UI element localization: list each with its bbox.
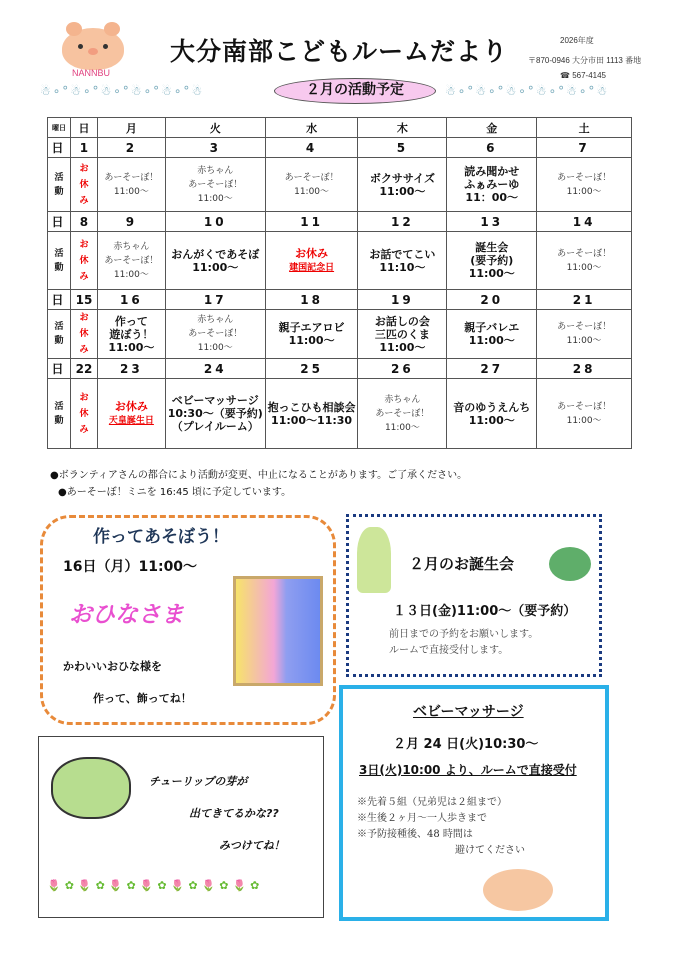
date-cell: 4 — [265, 138, 358, 158]
activity-line: 11:00～ — [197, 343, 233, 353]
activity-line: 親子エアロビ — [278, 321, 345, 334]
date-cell: 10 — [165, 212, 265, 232]
activity-line: 音のゆうえんち — [453, 400, 531, 414]
activity-line: 天皇誕生日 — [108, 415, 154, 426]
activity-cell — [447, 310, 537, 359]
activity-line: 11:00～ — [566, 415, 602, 426]
frog-illustration — [51, 757, 131, 819]
activity-label — [48, 310, 71, 359]
activity-cell — [265, 310, 358, 359]
date-cell: 19 — [358, 290, 447, 310]
activity-line: お休み — [114, 399, 148, 413]
date-cell: 6 — [447, 138, 537, 158]
date-cell: 24 — [165, 359, 265, 379]
activity-line: 11:00～ — [113, 186, 149, 197]
craft-title: 作ってあそぼう！ — [93, 527, 229, 547]
activity-line: ふぁみーゆ — [464, 178, 520, 191]
massage-title: ベビーマッサージ — [413, 704, 524, 720]
activity-line: 赤ちゃん — [197, 315, 234, 325]
year: 2026年度 — [560, 36, 594, 45]
activity-label — [48, 379, 71, 449]
activity-line: お休み — [295, 246, 329, 260]
activity-line: あーそーぼ！ — [557, 248, 612, 259]
date-row — [48, 359, 632, 379]
weekday-header: 水 — [265, 118, 358, 138]
activity-cell — [265, 232, 358, 290]
hinamatsuri-craft-photo — [233, 576, 323, 686]
closed-char: み — [79, 195, 89, 206]
activity-line: 11:00～ — [113, 269, 149, 280]
activity-line: あーそーぼ！ — [557, 401, 612, 412]
closed-char: 休 — [79, 329, 89, 339]
activity-line: あーそーぼ！ — [557, 172, 612, 183]
activity-line: 抱っこひも相談会 — [267, 400, 356, 414]
activity-cell — [537, 310, 632, 359]
note: ●あーそーぼ！ミニを 16:45 頃に予定しています。 — [58, 487, 292, 498]
activity-line: 11:00～ — [197, 193, 233, 204]
activity-line: 親子バレエ — [464, 321, 520, 334]
activity-line: 作って — [114, 314, 148, 328]
date-cell: 20 — [447, 290, 537, 310]
activity-cell — [447, 158, 537, 212]
activity-line: 赤ちゃん — [113, 241, 150, 252]
craft-box — [40, 515, 336, 725]
activity-line: 11:00～ — [468, 267, 515, 280]
activity-cell — [358, 310, 447, 359]
closed-char: お — [79, 313, 89, 323]
snowman-decoration: ☃∘°☃∘°☃∘°☃∘°☃∘°☃ — [40, 84, 205, 98]
activity-line: 11:00～ — [566, 186, 602, 197]
date-label: 日 — [48, 290, 71, 310]
birthday-date: １３日(金)11:00～（要予約） — [393, 604, 577, 619]
pig-logo — [62, 28, 124, 70]
activity-line: (要予約) — [470, 254, 514, 267]
massage-note: 避けてください — [455, 845, 525, 856]
closed-char: 休 — [79, 408, 89, 419]
ogre-illustration — [549, 547, 591, 581]
date-cell: 9 — [97, 212, 165, 232]
activity-line: 11:00～ — [108, 340, 155, 354]
activity-cell — [358, 158, 447, 212]
tulip-line: 出てきてるかな?? — [189, 807, 279, 820]
tulip-line: チューリップの芽が — [149, 775, 248, 788]
activity-label-char: 動 — [54, 415, 64, 426]
massage-note: ※先着５組（兄弟児は２組まで） — [357, 797, 507, 808]
note: ●ボランティアさんの都合により活動が変更、中止になることがあります。ご了承ください。 — [50, 470, 468, 481]
date-cell: 23 — [97, 359, 165, 379]
activity-line: 11:00～ — [566, 262, 602, 273]
activity-line: 11:00～ — [192, 260, 239, 274]
closed-char: 休 — [79, 179, 89, 190]
baby-illustration — [483, 869, 553, 911]
tulip-line: みつけてね！ — [219, 839, 285, 852]
activity-label — [48, 232, 71, 290]
activity-line: 11:00～ — [379, 340, 426, 354]
activity-cell — [165, 232, 265, 290]
activity-line: 11:00～ — [468, 413, 515, 427]
activity-cell — [537, 232, 632, 290]
birthday-title: ２月のお誕生会 — [409, 555, 515, 573]
activity-label-char: 動 — [54, 262, 64, 273]
date-label: 日 — [48, 359, 71, 379]
activity-line: 読み聞かせ — [464, 165, 520, 178]
date-cell: 12 — [358, 212, 447, 232]
closed-char: み — [79, 424, 89, 435]
birthday-line: 前日までの予約をお願いします。 — [389, 629, 539, 640]
activity-line: 赤ちゃん — [384, 394, 421, 405]
date-cell: 7 — [537, 138, 632, 158]
weekday-header: 火 — [165, 118, 265, 138]
activity-cell — [358, 379, 447, 449]
calendar-table — [47, 117, 632, 449]
massage-note: ※予防接種後、48 時間は — [357, 829, 473, 840]
sprout-decoration: 🌷✿🌷✿🌷✿🌷✿🌷✿🌷✿🌷✿ — [47, 879, 264, 892]
activity-line: 遊ぼう！ — [109, 327, 154, 341]
activity-line: 11:00～ — [566, 336, 602, 346]
activity-line: 赤ちゃん — [197, 165, 234, 176]
activity-row — [48, 310, 632, 359]
activity-label-char: 活 — [54, 322, 64, 332]
activity-label-char: 動 — [54, 336, 64, 346]
closed-cell — [70, 310, 97, 359]
activity-line: 11:00～ — [379, 184, 426, 198]
logo-text: NANNBU — [72, 68, 111, 78]
date-cell: 28 — [537, 359, 632, 379]
activity-line: 11：00～ — [465, 191, 519, 204]
tulip-box — [38, 736, 324, 918]
weekday-header: 木 — [358, 118, 447, 138]
massage-notes — [357, 795, 525, 859]
activity-row — [48, 158, 632, 212]
activity-label — [48, 158, 71, 212]
activity-label-char: 活 — [54, 248, 64, 259]
activity-label-char: 活 — [54, 401, 64, 412]
birthday-line: ルームで直接受付します。 — [389, 645, 509, 656]
date-cell: 25 — [265, 359, 358, 379]
activity-cell — [537, 379, 632, 449]
activity-line: お話でてこい — [369, 247, 436, 261]
phone: ☎ 567-4145 — [560, 71, 606, 80]
date-row — [48, 290, 632, 310]
weekday-header: 金 — [447, 118, 537, 138]
activity-row — [48, 232, 632, 290]
activity-line: あーそーぼ！ — [104, 172, 159, 183]
closed-char: み — [79, 271, 89, 282]
date-cell: 17 — [165, 290, 265, 310]
activity-line: （プレイルーム） — [171, 420, 259, 433]
closed-cell — [70, 158, 97, 212]
activity-cell — [97, 232, 165, 290]
activity-cell — [265, 379, 358, 449]
snowman-decoration: ☃∘°☃∘°☃∘°☃∘°☃∘°☃ — [445, 84, 610, 98]
weekday-header-row — [48, 118, 632, 138]
date-cell: 3 — [165, 138, 265, 158]
date-cell: 2 — [97, 138, 165, 158]
activity-line: 三匹のくま — [374, 327, 430, 341]
date-row — [48, 212, 632, 232]
craft-date: 16日（月）11:00～ — [63, 559, 198, 575]
activity-label-char: 活 — [54, 172, 64, 183]
activity-line: おんがくであそぼ — [171, 247, 260, 261]
date-cell: 15 — [70, 290, 97, 310]
massage-date: ２月 24 日(火)10:30～ — [393, 737, 539, 752]
closed-char: お — [79, 392, 89, 403]
activity-line: 誕生会 — [475, 241, 509, 254]
date-label: 日 — [48, 212, 71, 232]
closed-char: お — [79, 163, 89, 174]
activity-cell — [447, 379, 537, 449]
activity-line: ベビーマッサージ — [171, 394, 259, 407]
birthday-box — [346, 514, 602, 677]
weekday-header: 土 — [537, 118, 632, 138]
massage-reception: 3日(火)10:00 より、ルームで直接受付 — [359, 763, 577, 777]
weekday-header: 日 — [70, 118, 97, 138]
child-illustration — [357, 527, 391, 593]
newsletter-title: 大分南部こどもルームだより — [170, 37, 509, 66]
date-cell: 8 — [70, 212, 97, 232]
activity-cell — [97, 158, 165, 212]
activity-cell — [165, 379, 265, 449]
date-cell: 18 — [265, 290, 358, 310]
activity-line: 10:30～（要予約) — [167, 407, 263, 420]
date-cell: 13 — [447, 212, 537, 232]
activity-line: あーそーぼ！ — [188, 329, 243, 339]
date-cell: 16 — [97, 290, 165, 310]
closed-char: み — [79, 345, 89, 355]
craft-line: 作って、飾ってね！ — [93, 692, 192, 705]
date-row — [48, 138, 632, 158]
activity-line: 11:00～11:30 — [271, 413, 353, 427]
activity-cell — [165, 310, 265, 359]
address: 〒870-0946 大分市田 1113 番地 — [528, 56, 642, 65]
closed-cell — [70, 232, 97, 290]
closed-cell — [70, 379, 97, 449]
date-cell: 27 — [447, 359, 537, 379]
activity-line: あーそーぼ！ — [375, 408, 430, 419]
activity-cell — [447, 232, 537, 290]
date-cell: 11 — [265, 212, 358, 232]
baby-massage-box — [339, 685, 609, 921]
activity-line: 11:10～ — [379, 260, 426, 274]
activity-cell — [97, 310, 165, 359]
activity-line: あーそーぼ！ — [104, 255, 159, 266]
activity-line: 11:00～ — [384, 422, 420, 433]
date-cell: 1 — [70, 138, 97, 158]
schedule-banner: ２月の活動予定 — [274, 78, 436, 104]
activity-line: 11:00～ — [294, 186, 330, 197]
activity-cell — [537, 158, 632, 212]
activity-line: ボクササイズ — [369, 171, 435, 185]
massage-note: ※生後２ヶ月～一人歩きまで — [357, 813, 487, 824]
activity-cell — [165, 158, 265, 212]
closed-char: お — [79, 239, 89, 250]
activity-line: 11:00～ — [468, 334, 515, 347]
activity-line: 建国記念日 — [289, 262, 335, 273]
date-cell: 14 — [537, 212, 632, 232]
date-label: 日 — [48, 138, 71, 158]
activity-row — [48, 379, 632, 449]
activity-line: お話しの会 — [374, 314, 430, 328]
activity-line: あーそーぼ！ — [284, 172, 339, 183]
activity-cell — [97, 379, 165, 449]
date-cell: 5 — [358, 138, 447, 158]
weekday-header: 曜日 — [48, 118, 71, 138]
activity-line: あーそーぼ！ — [557, 322, 612, 332]
activity-label-char: 動 — [54, 186, 64, 197]
date-cell: 21 — [537, 290, 632, 310]
activity-cell — [358, 232, 447, 290]
activity-cell — [265, 158, 358, 212]
date-cell: 26 — [358, 359, 447, 379]
weekday-header: 月 — [97, 118, 165, 138]
date-cell: 22 — [70, 359, 97, 379]
craft-item: おひなさま — [69, 602, 184, 628]
activity-line: あーそーぼ！ — [188, 179, 243, 190]
activity-line: 11:00～ — [288, 334, 335, 347]
closed-char: 休 — [79, 255, 89, 266]
craft-line: かわいいおひな様を — [63, 660, 162, 673]
